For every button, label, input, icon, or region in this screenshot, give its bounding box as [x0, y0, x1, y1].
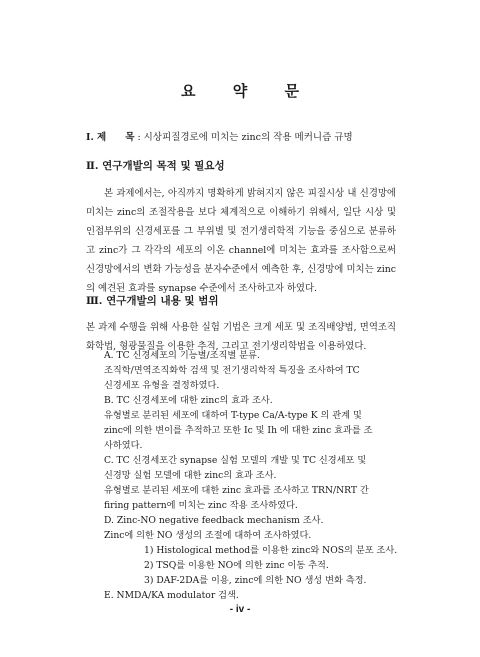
item-d-sub-2: 2) TSQ를 이용한 NO에 의한 zinc 이동 추적.	[144, 560, 329, 571]
item-a-heading: A. TC 신경세포의 기능별/조직별 분류.	[104, 350, 260, 361]
subject-line	[86, 129, 353, 143]
item-c-line-2: 유형별로 분리된 세포에 대한 zinc 효과를 조사하고 TRN/NRT 간	[104, 485, 369, 496]
subject-label: Ⅰ. 제 목	[86, 132, 135, 143]
section-3-heading: Ⅲ. 연구개발의 내용 및 범위	[86, 295, 219, 307]
item-b-line-1: 유형별로 분리된 세포에 대하여 T-type Ca/A-type K 의 관계 및	[104, 410, 362, 421]
section-2-body: 본 과제에서는, 아직까지 명확하게 밝혀지지 않은 피질시상 내 신경망에 미치는 zinc의 조절작용을 보다 체계적으로 이해하기 위해서, 일단 시상 및 인접부위의 신경세포를 그 부위별 및 전기생리학적 기능을 중심으로 분류하고 zinc가 그 각각의 세포의 이온 channel에 미치는 효과를 조사함으로써 신경망에서의 변화 가능성을 분자수준에서 예측한 후, 신경망에 미치는 zinc의 예견된 효과를 synapse 수준에서 조사하고자 하였다.	[86, 188, 396, 294]
item-e-heading: E. NMDA/KA modulator 검색.	[104, 590, 239, 601]
section-3-intro: 본 과제 수행을 위해 사용한 실험 기법은 크게 세포 및 조직배양법, 면역조직화학법, 형광물질을 이용한 추적, 그리고 전기생리학법을 이용하였다.	[86, 322, 396, 352]
item-b-line-3: 사하였다.	[104, 440, 143, 451]
item-b-heading: B. TC 신경세포에 대한 zinc의 효과 조사.	[104, 395, 273, 406]
item-d-sub-3: 3) DAF-2DA를 이용, zinc에 의한 NO 생성 변화 측정.	[144, 575, 367, 586]
item-c-line-3: firing pattern에 미치는 zinc 작용 조사하였다.	[104, 500, 298, 511]
item-a-line-1: 조직학/면역조직화학 검색 및 전기생리학적 특징을 조사하여 TC	[104, 365, 360, 376]
item-d-line-1: Zinc에 의한 NO 생성의 조절에 대하여 조사하였다.	[104, 530, 312, 541]
page-number: - iv -	[229, 604, 251, 615]
section-2-heading: Ⅱ. 연구개발의 목적 및 필요성	[86, 160, 225, 172]
page-title: 요 약 문	[181, 82, 315, 100]
item-c-heading: C. TC 신경세포간 synapse 실험 모델의 개발 및 TC 신경세포 및	[104, 455, 367, 466]
subject-text: : 시상피질경로에 미치는 zinc의 작용 메커니즘 규명	[137, 132, 353, 143]
item-c-line-1: 신경망 실험 모델에 대한 zinc의 효과 조사.	[104, 470, 277, 481]
item-d-heading: D. Zinc-NO negative feedback mechanism 조사.	[104, 515, 324, 526]
item-d-sub-1: 1) Histological method를 이용한 zinc와 NOS의 분포 조사.	[144, 545, 398, 556]
item-b-line-2: zinc에 의한 변이를 추적하고 또한 Ic 및 Ih 에 대한 zinc 효과를 조	[104, 425, 373, 436]
item-a-line-2: 신경세포 유형을 결정하였다.	[104, 380, 220, 391]
